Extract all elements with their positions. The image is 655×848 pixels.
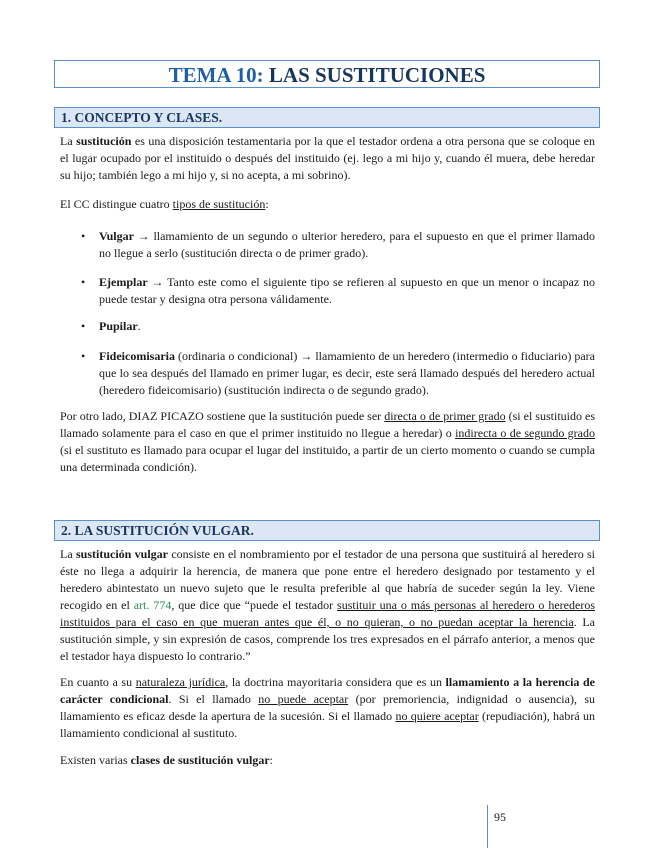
- section-2-paragraph-2: En cuanto a su naturaleza jurídica, la doctrina mayoritaria considera que es un llamamiento a la herencia de carácter condicional. Si el llamado no puede aceptar (por premoriencia, indignidad o ausencia), su llamamiento es eficaz desde la apertura de la sucesión. Si el llamado no quiere aceptar (repudiación), habrá un llamamiento condicional al sustituto.: [60, 675, 596, 740]
- bullet-icon: •: [81, 319, 86, 333]
- bullet-icon: •: [81, 349, 86, 363]
- page-number: 95: [494, 810, 506, 824]
- list-item-fideicomisaria: Fideicomisaria (ordinaria o condicional) → llamamiento de un heredero (intermedio o fiduciario) para que lo sea después del llamado en primer lugar, es decir, este será llamado después del heredero actual (heredero fideicomisario) (sustitución indirecta o de segundo grado).: [99, 349, 595, 397]
- section-1-paragraph-2: El CC distingue cuatro tipos de sustitución:: [60, 197, 269, 211]
- list-item-pupilar: Pupilar.: [99, 319, 141, 333]
- chapter-number: TEMA 10:: [168, 63, 264, 87]
- bullet-icon: •: [81, 229, 86, 243]
- section-1-paragraph-1: La sustitución es una disposición testamentaria por la que el testador ordena a otra persona que se coloque en el lugar ocupado por el instituido o después del instituido (ej. lego a mi hijo y, cuando él muera, debe heredar su hijo; también lego a mi hijo y, si no acepta, a mi sobrino).: [60, 134, 596, 182]
- section-1-heading: 1. CONCEPTO Y CLASES.: [54, 107, 600, 128]
- section-1-paragraph-3: Por otro lado, DIAZ PICAZO sostiene que la sustitución puede ser directa o de primer grado (si el sustituido es llamado solamente para el caso en que el primer instituido no llegue a heredar) o indirecta o de segundo grado (si el sustituto es llamado para ocupar el lugar del instituido, a partir de un cierto momento o cuando se cumpla una determinada condición).: [60, 409, 596, 474]
- section-2-heading: 2. LA SUSTITUCIÓN VULGAR.: [54, 520, 600, 541]
- article-link[interactable]: art. 774: [133, 598, 172, 612]
- page-number-divider: [487, 805, 488, 848]
- chapter-title: [54, 60, 600, 88]
- section-2-paragraph-1: La sustitución vulgar consiste en el nombramiento por el testador de una persona que sustituirá al heredero si éste no llega a adquirir la herencia, de manera que pone entre el heredero designado por testamento y el heredero abintestato un nuevo sujeto que le resulta preferible al que habría de suceder según la ley. Viene recogido en el art. 774, que dice que “puede el testador sustituir una o más personas al heredero o herederos instituidos para el caso en que mueran antes que él, o no quieran, o no puedan aceptar la herencia. La sustitución simple, y sin expresión de casos, comprende los tres expresados en el párrafo anterior, a menos que el testador haya dispuesto lo contrario.”: [60, 547, 596, 663]
- list-item-vulgar: Vulgar → llamamiento de un segundo o ulterior heredero, para el supuesto en que el primer llamado no llegue a serlo (sustitución directa o de primer grado).: [99, 229, 595, 260]
- bullet-icon: •: [81, 275, 86, 289]
- chapter-title-text: LAS SUSTITUCIONES: [263, 63, 486, 87]
- list-item-ejemplar: Ejemplar → Tanto este como el siguiente tipo se refieren al supuesto en que un menor o incapaz no puede testar y designa otra persona válidamente.: [99, 275, 595, 306]
- section-2-paragraph-3: Existen varias clases de sustitución vulgar:: [60, 753, 274, 767]
